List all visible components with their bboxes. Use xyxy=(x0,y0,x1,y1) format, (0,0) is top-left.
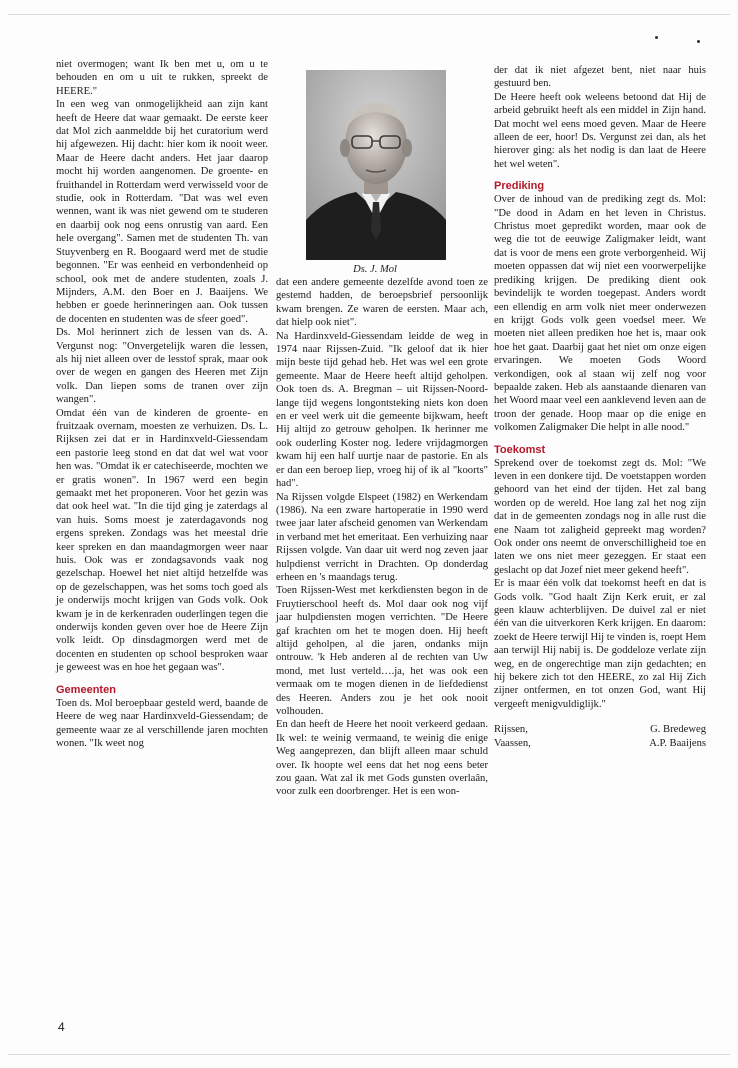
paragraph: Omdat één van de kinderen de groente- en fruitzaak overnam, moesten ze verhuizen. Ds. L. Rijksen zei dat er in Hardinxveld-Giessendam een pastorie leeg stond en dat dat wel wat voor hen was. "Omdat ik er catechiseerde, mochten we er gratis wonen". In 1967 werd een begin gemaakt met het proponeren. Voor het gezin was dat ook heel wat. "In die tijd ging je zaterdags al van huis. Soms moest je zaterdagavonds nog ergens spreken. Zondags was het meestal drie keer spreken en dan maandagmorgen weer naar huis. Ook was er zondagsavonds vaak nog gezelschap. Hoewel het niet altijd hetzelfde was op de gezelschappen, was het soms toch goed als je onderwijs mocht krijgen van Gods volk. Ook kwam je in de kerkenraden ouderlingen tegen die onderwijs konden geven over hoe de Heere Zijn volk leidt. Op dinsdagmorgen werd met de docenten en studenten op school besproken waar je geweest was en hoe het gegaan was". xyxy=(56,407,268,674)
portrait-image xyxy=(306,70,446,260)
corner-mark xyxy=(697,40,700,43)
column-left xyxy=(56,58,268,750)
paragraph: Sprekend over de toekomst zegt ds. Mol: "We leven in een donkere tijd. De voetstappen worden gehoord van het eind der tijden. Het zal bang worden op de wereld. Hoe lang zal het nog zijn dat in de gemeenten zondags nog in alle rust die ene Naam tot zaligheid gepreekt mag worden? Ook onder ons neemt de onverschilligheid toe en laten we ons niet meer gezeggen. Er staat een geslacht op dat Jozef niet meer gekend heeft". xyxy=(494,457,706,576)
page-number: 4 xyxy=(58,1020,65,1034)
portrait-photo xyxy=(306,70,446,260)
bottom-rule xyxy=(8,1054,730,1055)
paragraph: der dat ik niet afgezet bent, niet naar huis gestuurd ben. xyxy=(494,65,706,90)
paragraph: Er is maar één volk dat toekomst heeft en dat is Gods volk. "God haalt Zijn Kerk eruit, er zal geen klauw achterblijven. De duivel zal er niet één van die uitverkoren Kerk krijgen. En daarom: zoekt de Heere terwijl Hij te vinden is, roept Hem aan terwijl Hij nabij is. De goddeloze verlate zijn weg, en de ongerechtige man zijn gedachten; en hij bekere zich tot den HEERE, zo zal Hij Zich zijner ontfermen, en tot onzen God, want Hij vergeeft menigvuldiglijk." xyxy=(494,578,706,710)
top-rule xyxy=(8,14,730,15)
corner-mark xyxy=(655,36,658,39)
signature-name: G. Bredeweg xyxy=(650,724,706,736)
section-heading-toekomst: Toekomst xyxy=(494,443,546,456)
paragraph: Toen Rijssen-West met kerkdiensten begon in de Fruytierschool heeft ds. Mol daar ook nog vijf jaar hulpdiensten mogen verrichten. "De Heere gaf krachten om het te mogen doen. Hij heeft altijd geholpen, al die jaren, ondanks mijn ontrouw. 'k Heb anderen al de rechten van Uw mond, met lust verteld….ja, het was ook een vermaak om te mogen dienen in de liefdedienst des Heeren. Anders zou je het ook nooit volhouden. xyxy=(276,585,488,717)
section-heading-prediking: Prediking xyxy=(494,180,545,193)
signature-name: A.P. Baaijens xyxy=(649,737,706,749)
paragraph: Na Hardinxveld-Giessendam leidde de weg in 1974 naar Rijssen-Zuid. "Ik geloof dat ik hier mijn beste tijd gehad heb. Het was wel een grote gemeente. Maar de Heere heeft altijd geholpen. Ook toen ds. A. Bregman – uit Rijssen-Noord- lange tijd wegens longontsteking niets kon doen en er veel werk uit die gemeente bijkwam, heeft Hij altijd zo getrouw geholpen. Ik herinner me ook ouderling Koster nog. Iedere vrijdagmorgen kwam hij een half uurtje naar de pastorie. En als er dan een beroep liep, vroeg hij of ik al "koorts" had". xyxy=(276,330,488,490)
section-heading-gemeenten: Gemeenten xyxy=(56,683,116,696)
paragraph: Ds. Mol herinnert zich de lessen van ds. A. Vergunst nog: "Onvergetelijk waren die lessen, als hij niet alleen over de lesstof sprak, maar ook over de wegen en gangen des Heeren met Zijn volk. Dan liepen soms de tranen over zijn wangen". xyxy=(56,327,268,406)
paragraph: Toen ds. Mol beroepbaar gesteld werd, baande de Heere de weg naar Hardinxveld-Giessendam; de gemeente waar ze al verschillende jaren mochten wonen. "Ik weet nog xyxy=(56,697,268,749)
paragraph: Over de inhoud van de prediking zegt ds. Mol: "De dood in Adam en het leven in Christus. Christus moet gepredikt worden, maar ook de weg die tot de eeuwige Zaligmaker leidt, want dat is voor de mens een grote verborgenheid. Wij moeten oppassen dat wij niet een voorwerpelijke prediking krijgen. De prediking dient ook bevindelijk te worden toegepast. Anders wordt een ellendig en arm volk niet meer onderwezen en krijgt Gods volk geen voedsel meer. We moeten niet alleen prediken hoe het is, maar ook hoe het gaat. Daarbij gaat het niet om onze eigen ervaringen. We moeten Gods Woord verkondigen, ook al staan wij zelf nog voor bepaalde zaken. Heb als aanstaande dienaren van het Woord maar veel een aanklevend leven aan de troon der genade. Hoop maar op die enige en volkomen Zaligmaker Die helpt in alle nood." xyxy=(494,194,706,434)
paragraph: niet overmogen; want Ik ben met u, om u te behouden en om u uit te rukken, spreekt de HEERE." xyxy=(56,59,268,97)
paragraph: En dan heeft de Heere het nooit verkeerd gedaan. Ik wel: te weinig vermaand, te weinig die enige Weg aangeprezen, dan blijft alleen maar schuld over. Ik hoopte wel eens dat het nog eens beter zou gaan. Wat zal ik met Gods gunsten overlaân, voor zulk een doorbrenger. Het is een won- xyxy=(276,719,488,798)
photo-caption: Ds. J. Mol xyxy=(353,264,397,275)
paragraph: Na Rijssen volgde Elspeet (1982) en Werkendam (1986). Na een zware hartoperatie in 1990 werd twee jaar later afscheid genomen van Werkendam in verband met het emeritaat. Een verhuizing naar Rijssen volgde. Van daar uit werd nog zeven jaar hulpdienst verricht in Drachten. Op donderdag erheen en 's maandags terug. xyxy=(276,491,488,583)
paragraph: In een weg van onmogelijkheid aan zijn kant heeft de Heere dat waar gemaakt. De eerste keer dat Mol zich aanmeldde bij het curatorium werd hij afgewezen. Hij dacht: hier kom ik nooit weer. Maar de Heere dacht anders. Het jaar daarop mocht hij worden aangenomen. De groente- en fruithandel in Rotterdam werd verwisseld voor de studie, ook in Rotterdam. "Dat was wel even wennen, want ik was niet gewend om te studeren en daarbij ook nog eens onrustig van aard. Een hele overgang". Samen met de studenten Th. van Stuyvenberg en R. Boogaard werd met de studie begonnen. "Er was eenheid en verbondenheid op school, ook met de andere studenten, zoals J. Mijnders, A.M. den Boer en J. Baaijens. We hebben er goede herinneringen aan. Ook tussen de docenten en studenten was de sfeer goed". xyxy=(56,99,268,325)
paragraph: dat een andere gemeente dezelfde avond toen ze gestemd hadden, de beroepsbrief persoonlijk kwam brengen. Ze waren de eersten. Maar ach, dat hielp ook niet". xyxy=(276,277,488,329)
column-middle xyxy=(276,276,488,799)
signature-place: Rijssen, xyxy=(494,724,528,736)
paragraph: De Heere heeft ook weleens betoond dat Hij de arbeid gebruikt heeft als een middel in Zijn hand. Dat mocht wel eens moed geven. Maar de Heere alleen de eer, hoor! Ds. Vergunst zei dan, als het hierover ging: als het nodig is dan laat de Heere het wel weten". xyxy=(494,91,706,170)
signature-block xyxy=(494,723,706,750)
signature-place: Vaassen, xyxy=(494,737,531,749)
column-right xyxy=(494,64,706,750)
